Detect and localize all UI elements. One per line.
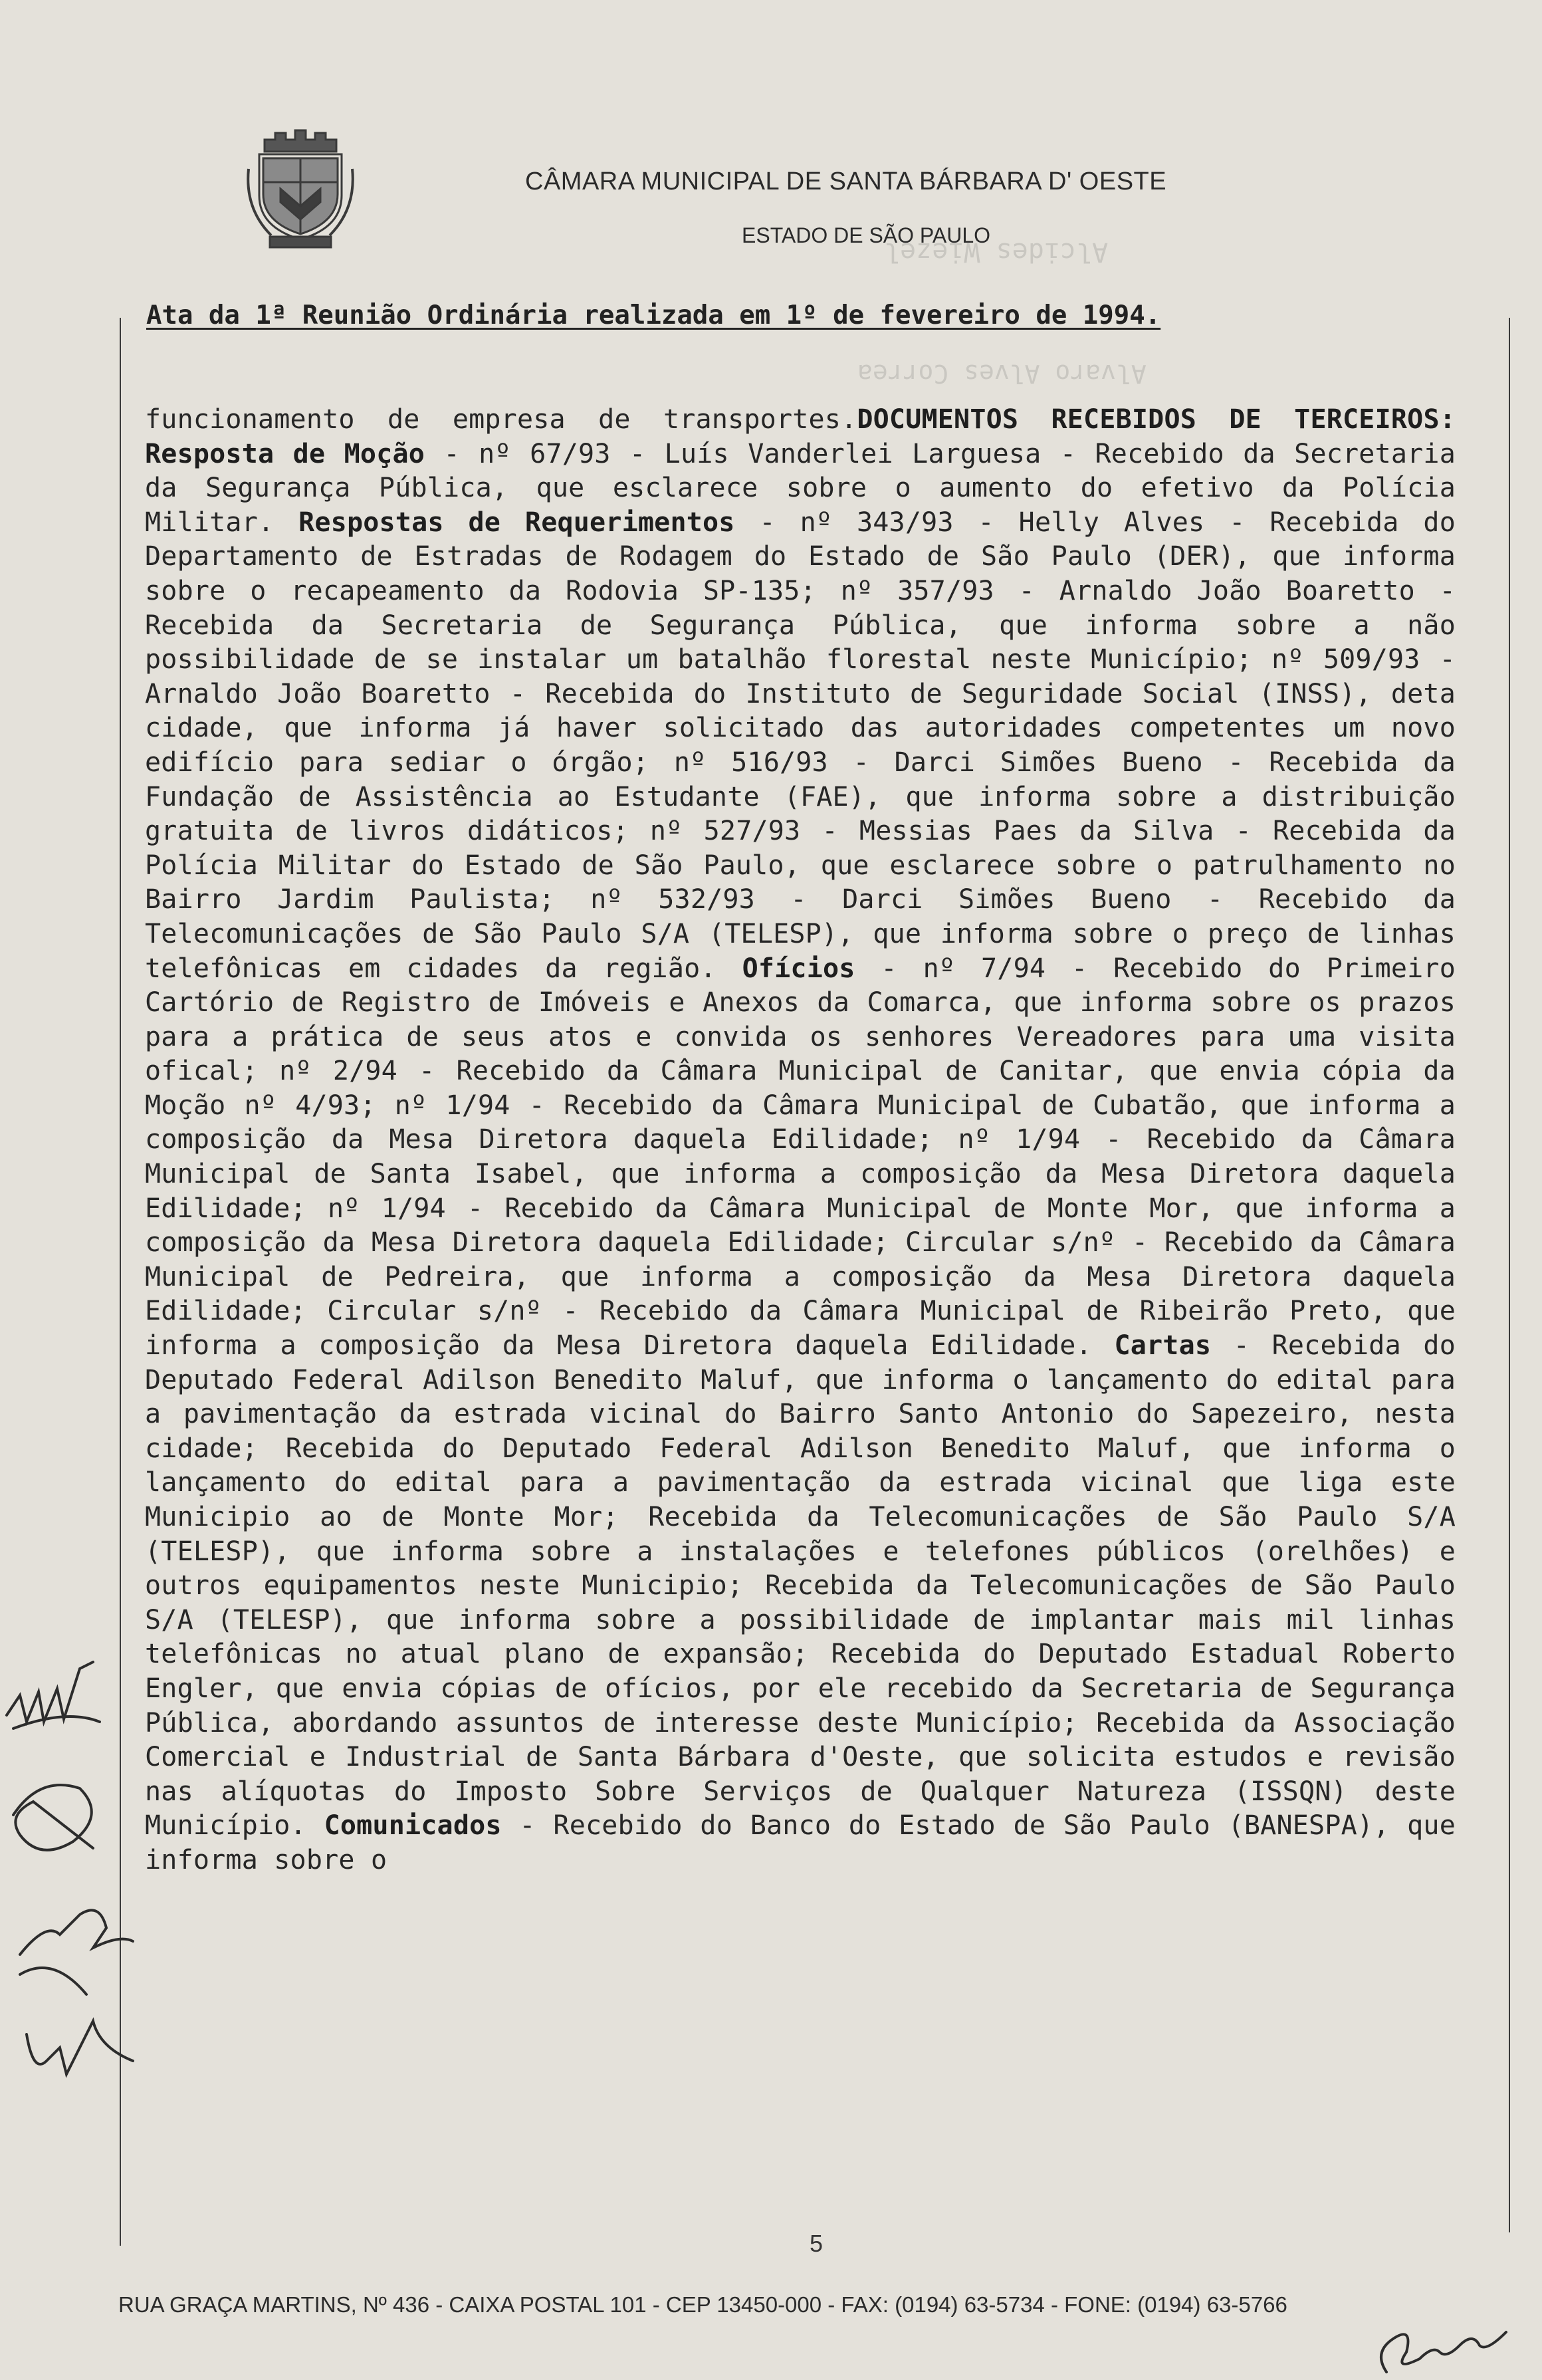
minutes-title: Ata da 1ª Reunião Ordinária realizada em 1º de fevereiro de 1994. xyxy=(146,300,1161,330)
bleed-through-text-2: Alvaro Alves Correa xyxy=(857,359,1147,388)
section-heading: Resposta de Moção xyxy=(145,438,425,469)
municipal-coat-of-arms xyxy=(245,116,356,255)
body-run: - nº 7/94 - Recebido do Primeiro Cartório de Registro de Imóveis e Anexos da Comarca, que informa sobre os prazos para a prática de seus atos e convida os senhores Vereadores para uma visita ofical; nº 2/94 - Recebido da Câmara Municipal de Canitar, que envia cópia da Moção nº 4/93; nº 1/94 - Recebido da Câmara Municipal de Cubatão, que informa a composição da Mesa Diretora daquela Edilidade; nº 1/94 - Recebido da Câmara Municipal de Santa Isabel, que informa a composição da Mesa Diretora daquela Edilidade; nº 1/94 - Recebido da Câmara Municipal de Monte Mor, que informa a composição da Mesa Diretora daquela Edilidade; Circular s/nº - Recebido da Câmara Municipal de Pedreira, que informa a composição da Mesa Diretora daquela Edilidade; Circular s/nº - Recebido da Câmara Municipal de Ribeirão Preto, que informa a composição da Mesa Diretora daquela Edilidade. xyxy=(145,953,1456,1362)
body-run: - Recebido do Banco do Estado de São Paulo (BANESPA), que informa sobre o xyxy=(145,1810,1456,1875)
bottom-initials-signature xyxy=(1367,2312,1519,2379)
right-margin-rule xyxy=(1509,318,1510,2232)
minutes-body xyxy=(145,403,1456,1878)
page-number: 5 xyxy=(810,2230,824,2257)
section-heading: Respostas de Requerimentos xyxy=(298,507,735,538)
body-run: - nº 67/93 - Luís Vanderlei Larguesa - Recebido da Secretaria da Segurança Pública, que esclarece sobre o aumento do efetivo da Polícia Militar. xyxy=(145,438,1456,538)
institution-name: CÂMARA MUNICIPAL DE SANTA BÁRBARA D' OESTE xyxy=(525,168,1167,195)
institution-state: ESTADO DE SÃO PAULO xyxy=(742,223,991,247)
section-heading: Comunicados xyxy=(324,1810,502,1842)
body-run: - nº 343/93 - Helly Alves - Recebida do Departamento de Estradas de Rodagem do Estado de São Paulo (DER), que informa sobre o recapeamento da Rodovia SP-135; nº 357/93 - Arnaldo João Boaretto - Recebida da Secretaria de Segurança Pública, que informa sobre a não possibilidade de se instalar um batalhão florestal neste Município; nº 509/93 - Arnaldo João Boaretto - Recebida do Instituto de Seguridade Social (INSS), deta cidade, que informa já haver solicitado das autoridades competentes um novo edifício para sediar o órgão; nº 516/93 - Darci Simões Bueno - Recebida da Fundação de Assistência ao Estudante (FAE), que informa sobre a distribuição gratuita de livros didáticos; nº 527/93 - Messias Paes da Silva - Recebida da Polícia Militar do Estado de São Paulo, que esclarece sobre o patrulhamento no Bairro Jardim Paulista; nº 532/93 - Darci Simões Bueno - Recebido da Telecomunicações de São Paulo S/A (TELESP), que informa sobre o preço de linhas telefônicas em cidades da região. xyxy=(145,507,1456,984)
section-heading: Cartas xyxy=(1114,1330,1212,1362)
margin-initials-signatures xyxy=(0,1622,140,2141)
section-heading: DOCUMENTOS RECEBIDOS DE TERCEIROS: xyxy=(857,404,1456,435)
body-run: - Recebida do Deputado Federal Adilson Benedito Maluf, que informa o lançamento do edital para a pavimentação da estrada vicinal do Bairro Santo Antonio do Sapezeiro, nesta cidade; Recebida do Deputado Federal Adilson Benedito Maluf, que informa o lançamento do edital para a pavimentação da estrada vicinal que liga este Municipio ao de Monte Mor; Recebida da Telecomunicações de São Paulo S/A (TELESP), que informa sobre a instalações e telefones públicos (orelhões) e outros equipamentos neste Municipio; Recebida da Telecomunicações de São Paulo S/A (TELESP), que informa sobre a possibilidade de implantar mais mil linhas telefônicas no atual plano de expansão; Recebida do Deputado Estadual Roberto Engler, que envia cópias de ofícios, por ele recebido da Secretaria de Segurança Pública, abordando assuntos de interesse deste Município; Recebida da Associação Comercial e Industrial de Santa Bárbara d'Oeste, que solicita estudos e revisão nas alíquotas do Imposto Sobre Serviços de Qualquer Natureza (ISSQN) deste Município. xyxy=(145,1330,1456,1842)
section-heading: Ofícios xyxy=(742,953,855,984)
footer-address: RUA GRAÇA MARTINS, Nº 436 - CAIXA POSTAL 101 - CEP 13450-000 - FAX: (0194) 63-5734 - FONE: (0194) 63-5766 xyxy=(118,2292,1287,2317)
body-run: funcionamento de empresa de transportes. xyxy=(145,404,857,435)
bleed-through-text-1: Alcides Wiezel xyxy=(884,237,1109,267)
